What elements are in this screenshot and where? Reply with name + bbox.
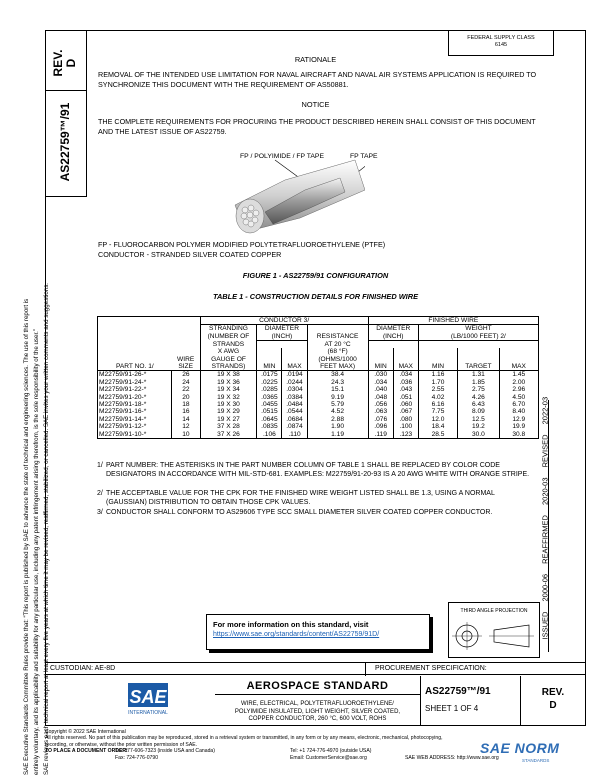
table-cell: .030 [368, 371, 393, 379]
revised-date: REVISED 2022-03 [540, 396, 550, 468]
custodian: CUSTODIAN: AE-8D [50, 665, 116, 672]
table-cell: 1.85 [458, 379, 499, 386]
rev-label-vertical: REV. D [51, 49, 78, 77]
notice-text: THE COMPLETE REQUIREMENTS FOR PROCURING THE PRODUCT DESCRIBED HEREIN SHALL CONSIST OF THIS DOCUMENT AND THE LATEST ISSUE OF AS22759. [98, 117, 536, 136]
weight-header: WEIGHT [418, 325, 538, 333]
table-cell: .123 [393, 431, 418, 439]
table-row [98, 416, 539, 423]
wt-min-header: MIN [418, 363, 457, 371]
table-cell: .0244 [282, 379, 307, 386]
tel-2: Tel: +1 724-776-4970 (outside USA) [290, 747, 372, 754]
table-cell: .0484 [282, 401, 307, 408]
table-cell: M22759/91-20-* [98, 394, 172, 401]
side-disclaimer [22, 135, 52, 775]
table-row [98, 394, 539, 401]
table-cell: 2.55 [418, 386, 457, 393]
partno-header: PART NO. 1/ [98, 363, 172, 371]
table-cell: 24.3 [307, 379, 368, 386]
table-row [98, 386, 539, 393]
table-cell: 18 [172, 401, 200, 408]
issued-date: ISSUED 2000-06 [540, 573, 550, 640]
table-cell: .0645 [257, 416, 282, 423]
table-cell: 30.8 [499, 431, 538, 439]
table-cell: M22759/91-26-* [98, 371, 172, 379]
procurement-spec: PROCUREMENT SPECIFICATION: [375, 665, 487, 672]
table-cell: 37 X 26 [200, 431, 257, 439]
table-cell: .0225 [257, 379, 282, 386]
notice-heading: NOTICE [301, 100, 330, 109]
cond-max-header: MAX [282, 363, 307, 371]
table-cell: .040 [368, 386, 393, 393]
resistance-h4: (OHMS/1000 [307, 356, 368, 363]
resistance-h2: AT 20 °C [307, 341, 368, 348]
bottom-rev-label: REV. [541, 687, 565, 698]
document-title [215, 701, 420, 724]
table-cell: 19 X 34 [200, 386, 257, 393]
fin-max-header: MAX [393, 363, 418, 371]
rationale-heading: RATIONALE [294, 55, 337, 64]
sheet-number: SHEET 1 OF 4 [425, 704, 479, 713]
watermark: SAE NORM [480, 740, 560, 756]
order-label: TO PLACE A DOCUMENT ORDER: [45, 747, 128, 754]
note-3-text: CONDUCTOR SHALL CONFORM TO AS29606 TYPE SCC SMALL DIAMETER SILVER COATED COPPER CONDUCTOR. [106, 509, 493, 516]
table-cell: .0455 [257, 401, 282, 408]
cond-min-header: MIN [257, 363, 282, 371]
rights-2: recording, or otherwise, without the prior written permission of SAE. [45, 741, 198, 748]
projection-symbol-icon [449, 614, 541, 654]
aerospace-standard-block [215, 680, 420, 724]
table-cell: .0384 [282, 394, 307, 401]
aerospace-title: AEROSPACE STANDARD [215, 680, 420, 695]
table-cell: .0175 [257, 371, 282, 379]
table-cell: 9.19 [307, 394, 368, 401]
size-header: SIZE [172, 363, 200, 371]
table-cell: .043 [393, 386, 418, 393]
side-line-3: SAE reviews each technical report at least every five years at which time it may be revised, reaffirmed, stabilized, or cancelled. SAE invites your written comments and suggestions. [43, 282, 50, 775]
figure-caption: FIGURE 1 - AS22759/91 CONFIGURATION [242, 271, 389, 280]
table-cell: 18.4 [418, 423, 457, 430]
table-cell: 6.16 [418, 401, 457, 408]
stranding-h1: STRANDING [200, 325, 257, 333]
title-line-3: COPPER CONDUCTOR, 260 °C, 600 VOLT, ROHS [248, 716, 387, 722]
note-3 [97, 508, 537, 517]
bottom-divider-a [420, 676, 421, 726]
table-cell: .080 [393, 416, 418, 423]
table-cell: 8.40 [499, 408, 538, 415]
finished-wire-header: FINISHED WIRE [368, 317, 538, 325]
wt-max-header: MAX [499, 363, 538, 371]
table-cell: 2.00 [499, 379, 538, 386]
figure-desc-1: FP - FLUOROCARBON POLYMER MODIFIED POLYTETRAFLUOROETHYLENE (PTFE) [98, 240, 386, 249]
table-cell: .0304 [282, 386, 307, 393]
table-cell: 4.26 [458, 394, 499, 401]
table-cell: 7.75 [418, 408, 457, 415]
rationale-text: REMOVAL OF THE INTENDED USE LIMITATION FOR NAVAL AIRCRAFT AND NAVAL AIR SYSTEMS APPLICATION IS REQUIRED TO SYNCHRONIZE THIS DOCUMENT WITH THE REQUIREMENT OF AS50881. [98, 70, 537, 89]
table-cell: 15.1 [307, 386, 368, 393]
table-cell: 37 X 28 [200, 423, 257, 430]
table-cell: 19 X 32 [200, 394, 257, 401]
table-cell: .076 [368, 416, 393, 423]
table-cell: .106 [257, 431, 282, 439]
table-cell: 1.45 [499, 371, 538, 379]
table-cell: .056 [368, 401, 393, 408]
copyright: Copyright © 2022 SAE International [45, 729, 126, 735]
table-cell: .0835 [257, 423, 282, 430]
watermark-sub: STANDARDS [522, 758, 550, 763]
table-cell: M22759/91-22-* [98, 386, 172, 393]
resistance-h5: FEET MAX) [307, 363, 368, 371]
note-1-num: 1/ [97, 462, 103, 469]
table-cell: 22 [172, 386, 200, 393]
issue-dates [541, 310, 550, 640]
table-cell: 19.9 [499, 423, 538, 430]
construction-table [97, 316, 539, 439]
info-box [206, 614, 430, 650]
table-cell: .036 [393, 379, 418, 386]
table-cell: 12.0 [418, 416, 457, 423]
table-cell: .100 [393, 423, 418, 430]
title-line-2: POLYIMIDE INSULATED, LIGHT WEIGHT, SILVER COATED, [234, 708, 401, 715]
table-row [98, 423, 539, 430]
table-cell: 12.5 [458, 416, 499, 423]
standard-link[interactable]: https://www.sae.org/standards/content/AS22759/91D/ [213, 631, 380, 638]
note-1 [97, 461, 537, 479]
info-title: For more information on this standard, visit [213, 620, 369, 629]
web-address[interactable]: SAE WEB ADDRESS: http://www.sae.org [405, 754, 499, 761]
table-cell: .096 [368, 423, 393, 430]
note-1-text: PART NUMBER: THE ASTERISKS IN THE PART NUMBER COLUMN OF TABLE 1 SHALL BE REPLACED BY COLOR CODE DESIGNATORS IN ACCORDANCE WITH MIL-STD-681. EXAMPLES: M22759/91-20-93 IS A 20 AWG WHITE WITH ORANGE STRIPE. [106, 462, 530, 478]
table-cell: 19.2 [458, 423, 499, 430]
diameter-header: DIAMETER [257, 325, 307, 333]
table-cell: .110 [282, 431, 307, 439]
table-cell: .0194 [282, 371, 307, 379]
weight-unit: (LB/1000 FEET) 2/ [418, 333, 538, 341]
fin-min-header: MIN [368, 363, 393, 371]
figure-label-right: FP TAPE [350, 153, 378, 160]
table-cell: 19 X 30 [200, 401, 257, 408]
table-row [98, 431, 539, 439]
table-cell: 38.4 [307, 371, 368, 379]
title-line-1: WIRE, ELECTRICAL, POLYTETRAFLUOROETHYLENE/ [241, 701, 394, 707]
table-row [98, 401, 539, 408]
bottom-doc-number: AS22759™/91 [425, 686, 491, 697]
table-cell: M22759/91-16-* [98, 408, 172, 415]
wire-illustration [225, 150, 365, 235]
table-cell: 2.75 [458, 386, 499, 393]
svg-text:INTERNATIONAL: INTERNATIONAL [128, 710, 168, 716]
third-angle-projection [448, 602, 540, 658]
table-cell: 10 [172, 431, 200, 439]
note-3-num: 3/ [97, 509, 103, 516]
table-cell: 16 [172, 408, 200, 415]
table-row [98, 371, 539, 379]
table-cell: 12.9 [499, 416, 538, 423]
reaffirmed-date: REAFFIRMED 2020-03 [540, 477, 550, 564]
note-2 [97, 489, 537, 507]
note-2-text: THE ACCEPTABLE VALUE FOR THE CPK FOR THE FINISHED WIRE WEIGHT LISTED SHALL BE 1.3, USING A NORMAL (GAUSSIAN) DISTRIBUTION TO OBTAIN THOSE CPK VALUES. [106, 490, 495, 506]
table-cell: 19 X 38 [200, 371, 257, 379]
tel-1: Tel: 877-606-7323 (inside USA and Canada) [115, 747, 215, 754]
table-cell: .067 [393, 408, 418, 415]
table-cell: 12 [172, 423, 200, 430]
table-cell: .060 [393, 401, 418, 408]
table-cell: 30.0 [458, 431, 499, 439]
stranding-h5: GAUGE OF [200, 356, 257, 363]
table-cell: .051 [393, 394, 418, 401]
table-cell: 1.19 [307, 431, 368, 439]
table-cell: 14 [172, 416, 200, 423]
third-angle-label: THIRD ANGLE PROJECTION [460, 608, 528, 614]
table-cell: .063 [368, 408, 393, 415]
table-cell: .0684 [282, 416, 307, 423]
table-cell: 6.43 [458, 401, 499, 408]
figure-label-left: FP / POLYIMIDE / FP TAPE [240, 153, 324, 160]
resistance-h3: (68 °F) [307, 348, 368, 355]
figure-desc-2: CONDUCTOR - STRANDED SILVER COATED COPPER [98, 250, 282, 259]
table-cell: 24 [172, 379, 200, 386]
table-cell: .034 [393, 371, 418, 379]
wt-target-header: TARGET [458, 363, 499, 371]
note-2-num: 2/ [97, 490, 103, 497]
fax: Fax: 724-776-0790 [115, 754, 159, 761]
side-line-2: entirely voluntary, and its applicability and suitability for any particular use, including any patent infringement arising therefrom, is the sole responsibility of the user.” [33, 329, 40, 775]
table-cell: 19 X 27 [200, 416, 257, 423]
svg-text:SAE: SAE [129, 687, 167, 707]
table-cell: 26 [172, 371, 200, 379]
rights-1: All rights reserved. No part of this publication may be reproduced, stored in a retrieval system or transmitted, in any form or by any means, electronic, mechanical, photocopying, [45, 735, 443, 742]
table-cell: M22759/91-14-* [98, 416, 172, 423]
table-cell: .0874 [282, 423, 307, 430]
conductor-header: CONDUCTOR 3/ [200, 317, 368, 325]
conductor-inch: (INCH) [257, 333, 307, 341]
wire-header: WIRE [172, 356, 200, 363]
table-cell: .0285 [257, 386, 282, 393]
doc-number-vertical: AS22759™/91 [58, 102, 72, 182]
stranding-h2: (NUMBER OF [200, 333, 257, 341]
federal-supply-class [448, 30, 554, 56]
table-cell: 20 [172, 394, 200, 401]
table-cell: 2.88 [307, 416, 368, 423]
bottom-rev-letter: D [549, 700, 557, 711]
fsc-line-2: 6145 [494, 42, 508, 48]
table-cell: 1.70 [418, 379, 457, 386]
table-cell: M22759/91-18-* [98, 401, 172, 408]
table-cell: 8.09 [458, 408, 499, 415]
table-row [98, 379, 539, 386]
stranding-h6: STRANDS) [200, 363, 257, 371]
bottom-rev [520, 686, 586, 712]
table-cell: 19 X 29 [200, 408, 257, 415]
finished-diameter-header: DIAMETER [368, 325, 418, 333]
finished-inch: (INCH) [368, 333, 418, 341]
stranding-h4: X AWG [200, 348, 257, 355]
email[interactable]: Email: CustomerService@sae.org [290, 754, 367, 761]
table-cell: 1.16 [418, 371, 457, 379]
table-cell: M22759/91-24-* [98, 379, 172, 386]
table-cell: 6.70 [499, 401, 538, 408]
table-cell: 4.50 [499, 394, 538, 401]
table-cell: .0544 [282, 408, 307, 415]
stranding-h3: STRANDS [200, 341, 257, 348]
resistance-h1: RESISTANCE [307, 333, 368, 341]
table-cell: 19 X 36 [200, 379, 257, 386]
fsc-line-1: FEDERAL SUPPLY CLASS [467, 35, 535, 41]
table-cell: .0365 [257, 394, 282, 401]
table-cell: .119 [368, 431, 393, 439]
table-cell: M22759/91-10-* [98, 431, 172, 439]
table-caption: TABLE 1 - CONSTRUCTION DETAILS FOR FINISHED WIRE [212, 292, 419, 301]
table-cell: .048 [368, 394, 393, 401]
table-row [98, 408, 539, 415]
table-cell: 5.79 [307, 401, 368, 408]
table-cell: 4.02 [418, 394, 457, 401]
table-cell: .034 [368, 379, 393, 386]
sae-logo-icon [120, 682, 176, 716]
table-cell: 1.31 [458, 371, 499, 379]
table-cell: 28.5 [418, 431, 457, 439]
table-cell: M22759/91-12-* [98, 423, 172, 430]
table-cell: 2.96 [499, 386, 538, 393]
custodian-row [45, 662, 586, 675]
table-cell: .0515 [257, 408, 282, 415]
table-cell: 1.90 [307, 423, 368, 430]
side-line-1: SAE Executive Standards Committee Rules provide that: “This report is published by SAE to advance the state of technical and engineering sciences. The use of this report is [23, 298, 30, 775]
table-cell: 4.52 [307, 408, 368, 415]
